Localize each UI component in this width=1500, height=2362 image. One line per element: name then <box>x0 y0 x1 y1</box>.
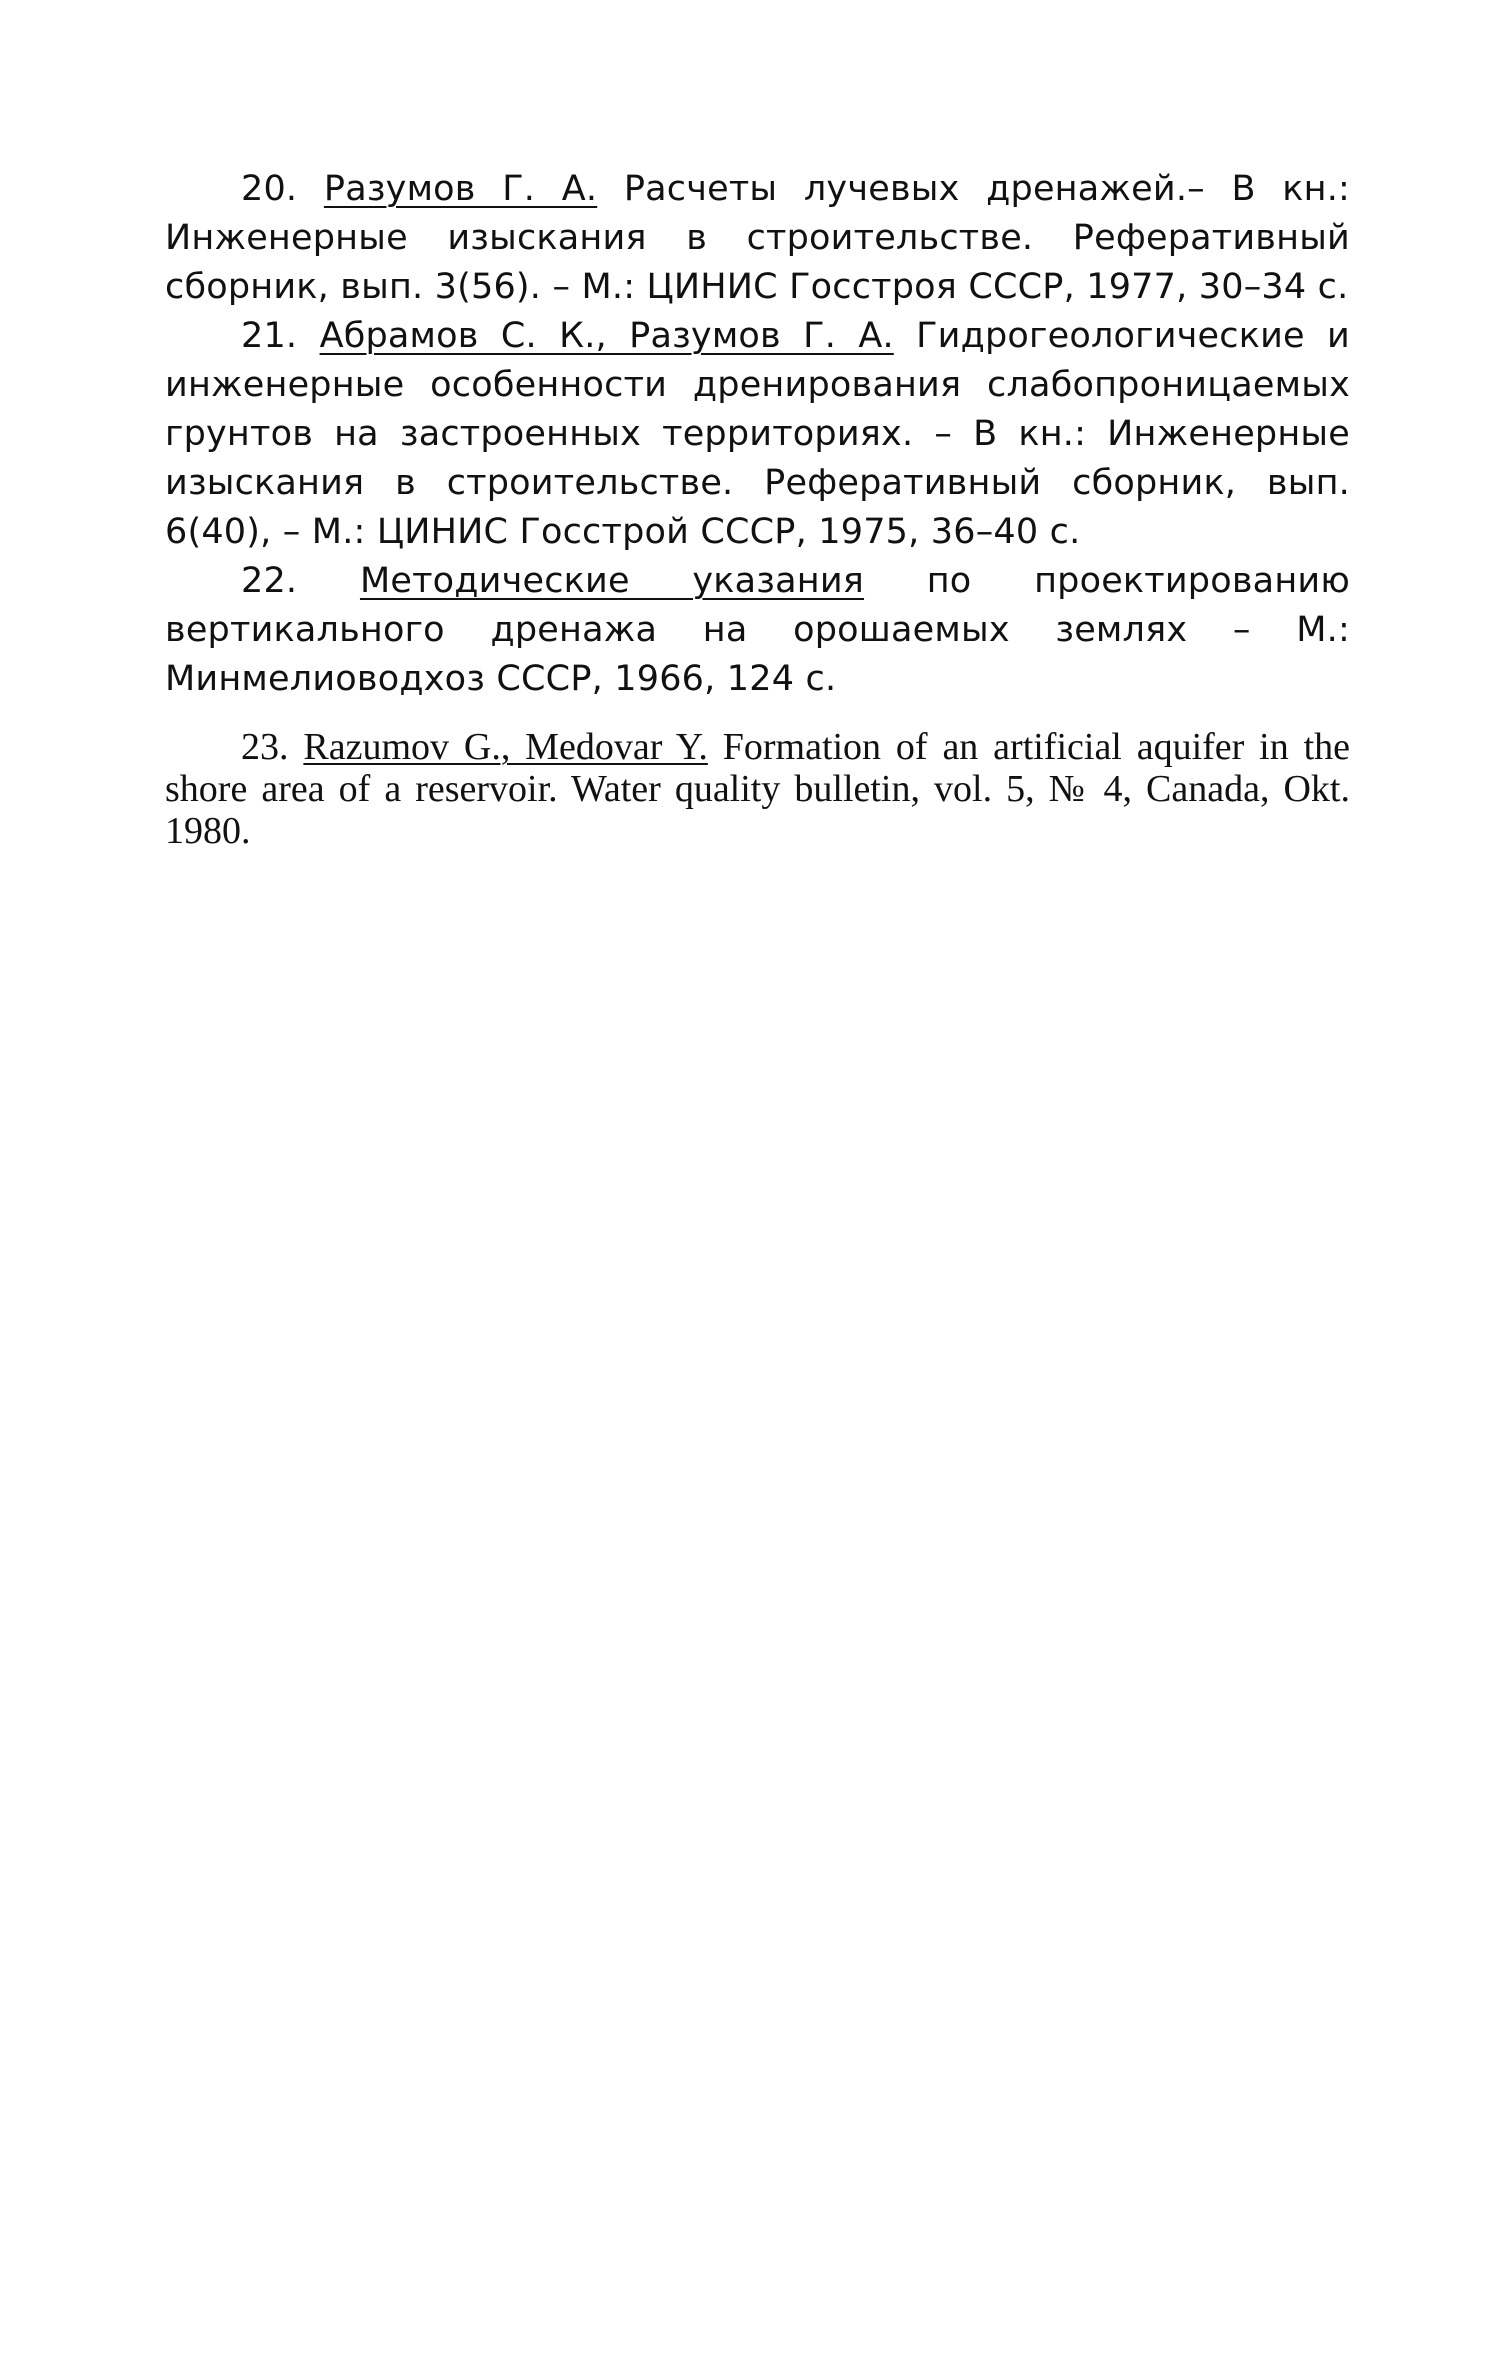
reference-number: 21. <box>241 316 298 356</box>
reference-text: Расчеты лучевых дренажей.– В кн.: Инженерные изыскания в строительстве. Реферативный сборник, вып. 3(56). – М.: ЦИНИС Госстроя СССР, 1977, 30–34 с. <box>165 169 1351 307</box>
reference-text: по проектированию вертикального дренажа на орошаемых землях – М.: Минмелиоводхоз СССР, 1966, 124 с. <box>165 561 1351 699</box>
reference-number: 20. <box>241 169 298 209</box>
reference-authors: Методические указания <box>359 561 865 601</box>
reference-item <box>165 312 1350 557</box>
reference-text: Гидрогеологические и инженерные особенности дренирования слабопроницаемых грунтов на застроенных территориях. – В кн.: Инженерные изыскания в строительстве. Реферативный сборник, вып. 6(40), – М.: ЦИНИС Госстрой СССР, 1975, 36–40 с. <box>165 316 1350 552</box>
reference-authors: Razumov G., Medovar Y. <box>303 726 708 768</box>
reference-item <box>165 165 1350 312</box>
reference-number: 22. <box>241 561 298 601</box>
reference-number: 23. <box>241 726 289 768</box>
reference-authors: Абрамов С. К., Разумов Г. А. <box>319 316 894 356</box>
reference-text: Formation of an artificial aquifer in the shore area of a reservoir. Water quality bulletin, vol. 5, № 4, Canada, Okt. 1980. <box>165 726 1351 852</box>
reference-item <box>165 726 1350 852</box>
reference-authors: Разумов Г. А. <box>323 169 598 209</box>
reference-item <box>165 557 1350 704</box>
reference-list <box>165 165 1350 852</box>
